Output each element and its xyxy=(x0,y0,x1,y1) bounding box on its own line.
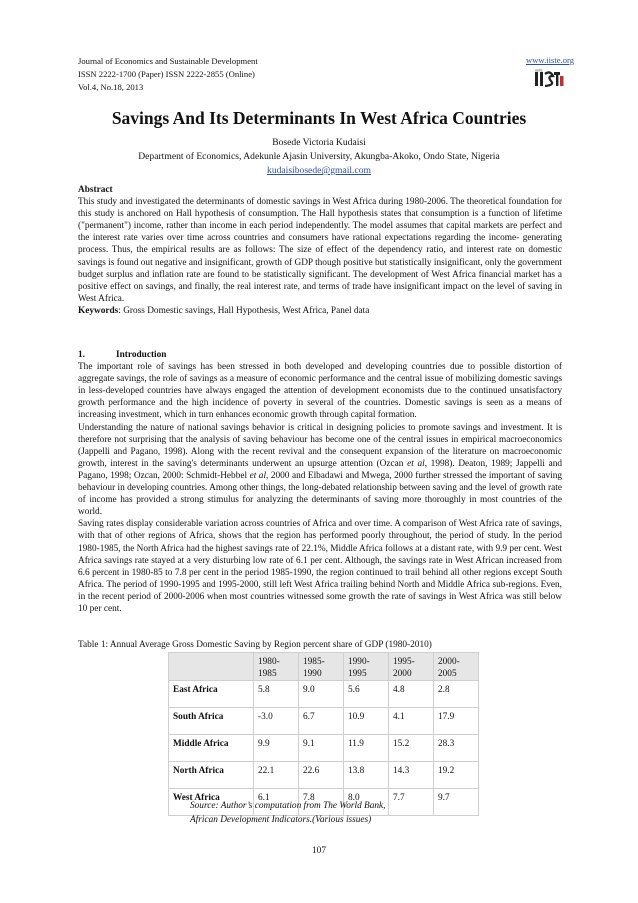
savings-table xyxy=(168,652,479,816)
table-cell: 5.8 xyxy=(254,681,299,708)
table-cell: 9.7 xyxy=(434,789,479,816)
paper-title: Savings And Its Determinants In West Africa Countries xyxy=(111,108,527,128)
intro-paragraph-3: Saving rates display considerable variation across countries of Africa and over time. A comparison of West Africa rate of savings, with that of other regions of Africa, shows that the region has performed poorly throughout, the period of study. In the period 1980-1985, the North Africa had the highest savings rate of 22.1%, Middle Africa follows at a distant rate, with 9.9 per cent. West Africa savings rate stayed at a very disturbing low rate of 6.1 per cent. Although, the savings rate in West African increased from 6.6 percent in 1980-85 to 7.8 per cent in the period 1985-1990, the region continued to trail behind all other regions except South Africa. The period of 1990-1995 and 1995-2000, still left West Africa trailing behind North and Middle Africa sub-regions. Even, in the recent period of 2000-2006 when most countries witnessed some growth the rate of savings in West Africa was still below 10 per cent. xyxy=(78,519,562,614)
journal-issn: ISSN 2222-1700 (Paper) ISSN 2222-2855 (Online) xyxy=(78,69,255,80)
table-cell: 22.1 xyxy=(254,762,299,789)
table-row-label: East Africa xyxy=(169,681,254,708)
table-cell: 17.9 xyxy=(434,708,479,735)
table-cell: 11.9 xyxy=(344,735,389,762)
table-cell: 14.3 xyxy=(389,762,434,789)
table-row xyxy=(169,762,479,789)
abstract-section xyxy=(78,184,562,317)
table-row-label: North Africa xyxy=(169,762,254,789)
table-header-cell: 2000- 2005 xyxy=(434,653,479,681)
keywords-label: Keywords xyxy=(78,305,119,316)
author-email-line xyxy=(0,165,638,176)
author-name: Bosede Victoria Kudaisi xyxy=(272,137,366,148)
table-row xyxy=(169,735,479,762)
table-row-label: South Africa xyxy=(169,708,254,735)
table-caption: Table 1: Annual Average Gross Domestic Saving by Region percent share of GDP (1980-2010) xyxy=(78,640,432,650)
source-line-2: African Development Indicators.(Various issues) xyxy=(190,814,372,825)
table-cell: 28.3 xyxy=(434,735,479,762)
table-cell: 19.2 xyxy=(434,762,479,789)
table-cell: 10.9 xyxy=(344,708,389,735)
table-cell: 4.1 xyxy=(389,708,434,735)
table-cell: -3.0 xyxy=(254,708,299,735)
table-cell: 6.1 xyxy=(254,789,299,816)
table-header-cell: 1995- 2000 xyxy=(389,653,434,681)
table-header-row xyxy=(169,653,479,681)
introduction-section xyxy=(78,349,562,615)
table-cell: 2.8 xyxy=(434,681,479,708)
table-source-note xyxy=(190,800,386,827)
journal-header xyxy=(78,55,258,95)
logo-text: IISTE xyxy=(535,68,543,73)
table-cell: 7.7 xyxy=(389,789,434,816)
journal-website-link[interactable]: www.iiste.org xyxy=(526,55,574,65)
table-cell: 9.0 xyxy=(299,681,344,708)
section-title: Introduction xyxy=(116,350,167,360)
intro-p2-part-b: , 1998). Deaton, 1989; Jappelli and Pagano, 1998; Ozcan, 2000: Schmidt-Hebbel xyxy=(78,458,562,481)
abstract-heading: Abstract xyxy=(78,185,113,195)
table-corner-cell xyxy=(169,653,254,681)
author-email-link[interactable]: kudaisibosede@gmail.com xyxy=(267,165,371,176)
journal-name: Journal of Economics and Sustainable Development xyxy=(78,56,258,66)
intro-paragraph-2 xyxy=(78,422,562,519)
table-cell: 9.9 xyxy=(254,735,299,762)
table-cell: 9.1 xyxy=(299,735,344,762)
table-row-label: West Africa xyxy=(169,789,254,816)
journal-volume: Vol.4, No.18, 2013 xyxy=(78,82,144,93)
intro-p2-etal-2: et al xyxy=(249,470,267,481)
table-cell: 5.6 xyxy=(344,681,389,708)
iiste-logo xyxy=(534,68,564,88)
table-cell: 7.8 xyxy=(299,789,344,816)
intro-paragraph-1: The important role of savings has been stressed in both developed and developing countries due to possible distortion of aggregate savings, the role of savings as a measure of economic performance and the central issue of mobilizing domestic savings in less-developed countries have always engaged the attention of development economists due to the continued unsatisfactory growth performance and the high incidence of poverty in several of the countries. Domestic savings is seen as a means of increasing investment, which in turn enhances economic growth through capital formation. xyxy=(78,362,562,421)
abstract-text: This study and investigated the determinants of domestic savings in West Africa during 1980-2006. The theoretical foundation for this study is anchored on Hall hypothesis of consumption. The Hall hypothesis states that consumption is a function of lifetime ("permanent") income, rather than income in each period independently. The model assumes that capital markets are perfect and the interest rate varies over time across countries and consumers have rational expectations regarding the income- generating process. Thus, the empirical results are as follows: The size of effect of the dependency ratio, and interest rate on domestic savings is found out negative and insignificant, growth of GDP though positive but statistically insignificant, only the government budget surplus and inflation rate are found to be statistically significant. The development of West Africa financial market has a positive effect on savings, and finally, the real interest rate, and terms of trade have insignificant impact on the level of saving in West Africa. xyxy=(78,197,562,304)
intro-p2-etal-1: et al xyxy=(407,458,425,469)
table-cell: 15.2 xyxy=(389,735,434,762)
table-row xyxy=(169,681,479,708)
table-cell: 4.8 xyxy=(389,681,434,708)
section-number: 1. xyxy=(78,350,85,360)
intro-p2-part-c: , 2000 and Elbadawi and Mwega, 2000 further stressed the important of saving behaviour in developing countries. Among other things, the long-debated relationship between saving and the level of growth rate of income has provided a strong stimulus for analyzing the determinants of saving more thoroughly in most countries of the world. xyxy=(78,470,563,518)
section-heading xyxy=(78,349,562,361)
table-cell: 8.0 xyxy=(344,789,389,816)
table-row xyxy=(169,708,479,735)
keywords-line xyxy=(78,305,562,317)
table-row-label: Middle Africa xyxy=(169,735,254,762)
author-affiliation: Department of Economics, Adekunle Ajasin University, Akungba-Akoko, Ondo State, Nigeria xyxy=(138,151,500,162)
table-header-cell: 1990- 1995 xyxy=(344,653,389,681)
table-header-cell: 1980- 1985 xyxy=(254,653,299,681)
keywords-text: : Gross Domestic savings, Hall Hypothesis, West Africa, Panel data xyxy=(118,305,370,316)
table-cell: 13.8 xyxy=(344,762,389,789)
table-cell: 22.6 xyxy=(299,762,344,789)
page-number: 107 xyxy=(312,846,326,856)
source-line-1: Source: Author’s computation from The World Bank, xyxy=(190,801,386,811)
intro-p2-part-a: Understanding the nature of national savings behavior is critical in designing policies to promote savings and investment. It is therefore not surprising that the analysis of saving behaviour has become one of the central issues in empirical macroeconomics (Jappelli and Pagano, 1998). Along with the recent revival and the consequent expansion of the literature on macroeconomic growth, interest in the saving's determinants underwent an upsurge attention (Ozcan xyxy=(78,422,562,469)
table-header-cell: 1985- 1990 xyxy=(299,653,344,681)
table-cell: 6.7 xyxy=(299,708,344,735)
